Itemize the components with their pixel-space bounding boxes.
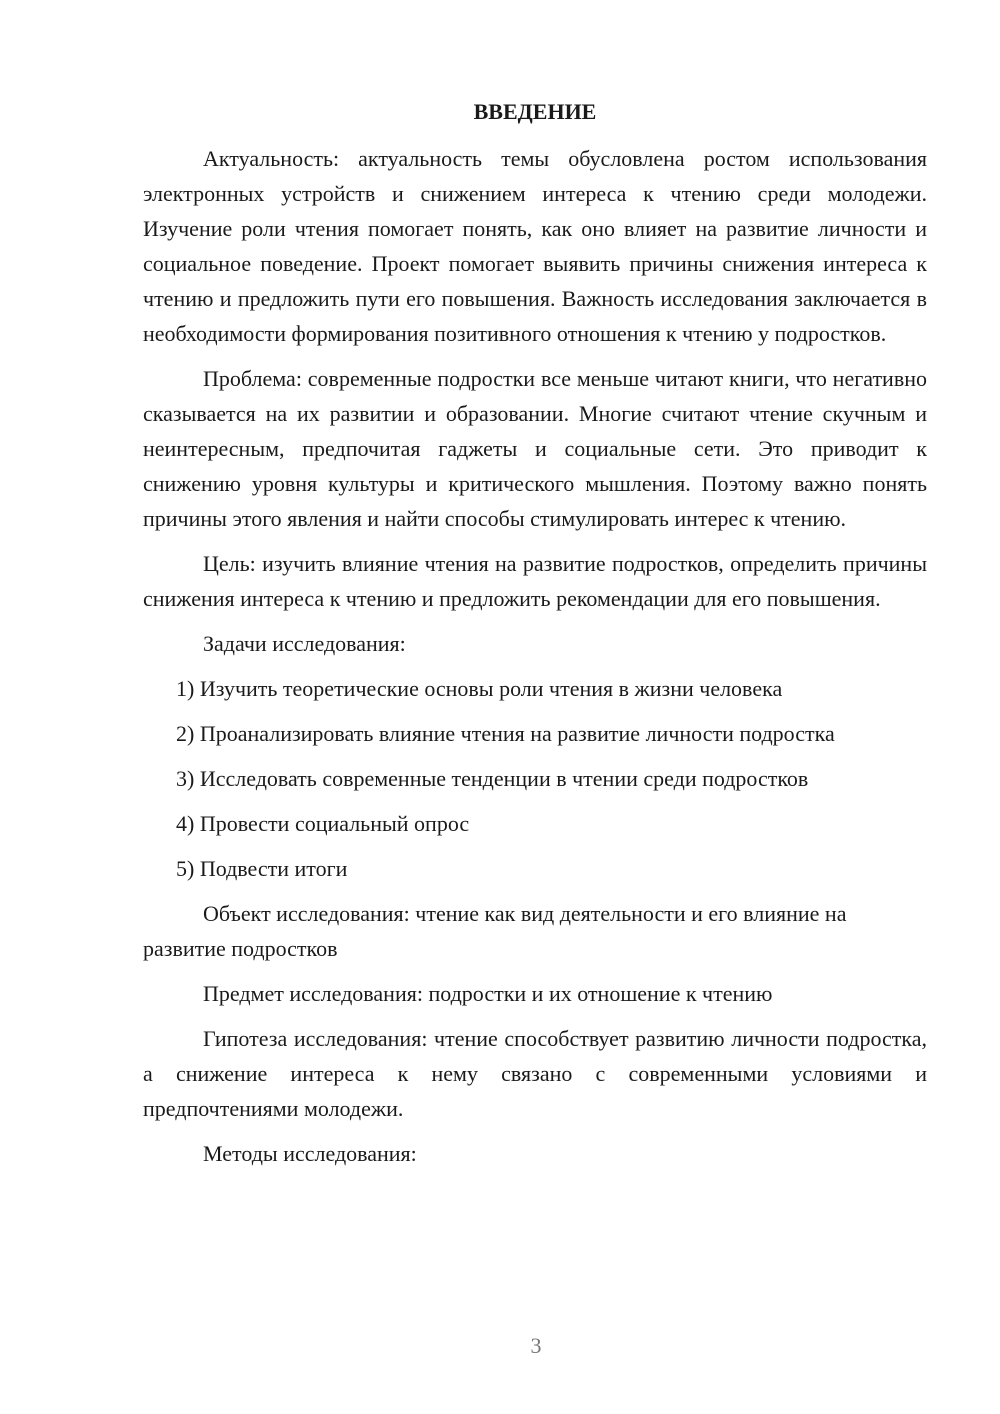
paragraph-relevance: Актуальность: актуальность темы обусловлена ростом использования электронных устройств и снижением интереса к чтению среди молодежи. Изучение роли чтения помогает понять, как оно влияет на развитие личности и социальное поведение. Проект помогает выявить причины снижения интереса к чтению и предложить пути его повышения. Важность исследования заключается в необходимости формирования позитивного отношения к чтению у подростков. — [143, 146, 927, 346]
tasks-heading: Задачи исследования: — [203, 631, 406, 656]
page-content — [143, 94, 927, 1181]
paragraph-subject: Предмет исследования: подростки и их отношение к чтению — [203, 981, 773, 1006]
paragraph-problem: Проблема: современные подростки все меньше читают книги, что негативно сказывается на их развитии и образовании. Многие считают чтение скучным и неинтересным, предпочитая гаджеты и социальные сети. Это приводит к снижению уровня культуры и критического мышления. Поэтому важно понять причины этого явления и найти способы стимулировать интерес к чтению. — [143, 366, 927, 531]
task-item-1: 1) Изучить теоретические основы роли чтения в жизни человека — [176, 676, 783, 701]
task-item-2: 2) Проанализировать влияние чтения на развитие личности подростка — [176, 721, 835, 746]
methods-heading: Методы исследования: — [203, 1141, 417, 1166]
paragraph-object: Объект исследования: чтение как вид деятельности и его влияние на развитие подростков — [143, 901, 847, 961]
page-title: ВВЕДЕНИЕ — [473, 99, 597, 124]
task-item-3: 3) Исследовать современные тенденции в чтении среди подростков — [176, 766, 809, 791]
paragraph-hypothesis: Гипотеза исследования: чтение способствует развитию личности подростка, а снижение интереса к нему связано с современными условиями и предпочтениями молодежи. — [143, 1026, 927, 1121]
paragraph-goal: Цель: изучить влияние чтения на развитие подростков, определить причины снижения интереса к чтению и предложить рекомендации для его повышения. — [143, 551, 927, 611]
page-number: 3 — [530, 1333, 542, 1358]
task-item-4: 4) Провести социальный опрос — [176, 811, 470, 836]
task-item-5: 5) Подвести итоги — [176, 856, 348, 881]
